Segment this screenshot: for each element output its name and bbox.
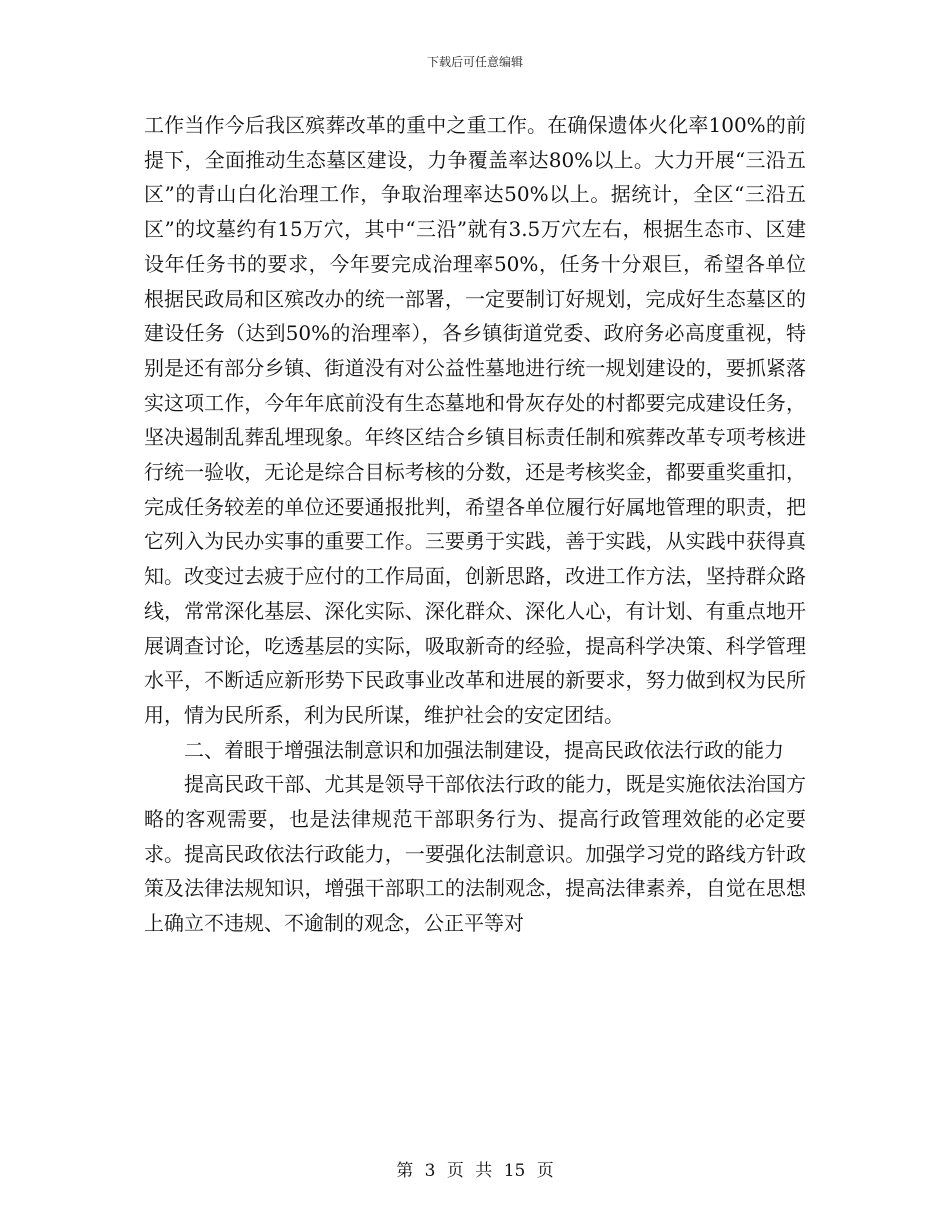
- paragraph-3: 提高民政干部、尤其是领导干部依法行政的能力，既是实施依法治国方略的客观需要，也是法律规范干部职务行为、提高行政管理效能的必定要求。提高民政依法行政能力，一要强化法制意识。加强学习党的路线方针政策及法律法规知识，增强干部职工的法制观念，提高法律素养，自觉在思想上确立不违规、不逾制的观念，公正平等对: [144, 772, 806, 936]
- document-body: [144, 108, 806, 941]
- paragraph-1: 工作当作今后我区殡葬改革的重中之重工作。在确保遗体火化率100%的前提下，全面推动生态墓区建设，力争覆盖率达80%以上。大力开展“三沿五区”的青山白化治理工作，争取治理率达50%以上。据统计，全区“三沿五区”的坟墓约有15万穴，其中“三沿”就有3.5万穴左右，根据生态市、区建设年任务书的要求，今年要完成治理率50%，任务十分艰巨，希望各单位根据民政局和区殡改办的统一部署，一定要制订好规划，完成好生态墓区的建设任务（达到50%的治理率），各乡镇街道党委、政府务必高度重视，特别是还有部分乡镇、街道没有对公益性墓地进行统一规划建设的，要抓紧落实这项工作，今年年底前没有生态墓地和骨灰存处的村都要完成建设任务，坚决遏制乱葬乱埋现象。年终区结合乡镇目标责任制和殡葬改革专项考核进行统一验收，无论是综合目标考核的分数，还是考核奖金，都要重奖重扣，完成任务较差的单位还要通报批判，希望各单位履行好属地管理的职责，把它列入为民办实事的重要工作。三要勇于实践，善于实践，从实践中获得真知。改变过去疲于应付的工作局面，创新思路，改进工作方法，坚持群众路线，常常深化基层、深化实际、深化群众、深化人心，有计划、有重点地开展调查讨论，吃透基层的实际，吸取新奇的经验，提高科学决策、科学管理水平，不断适应新形势下民政事业改革和进展的新要求，努力做到权为民所用，情为民所系，利为民所谋，维护社会的安定团结。: [144, 113, 806, 727]
- page-footer: 第 3 页 共 15 页: [396, 1161, 554, 1181]
- paragraph-2-section-heading: 二、着眼于增强法制意识和加强法制建设，提高民政依法行政的能力: [184, 737, 784, 762]
- page-header: 下载后可任意编辑: [426, 55, 523, 69]
